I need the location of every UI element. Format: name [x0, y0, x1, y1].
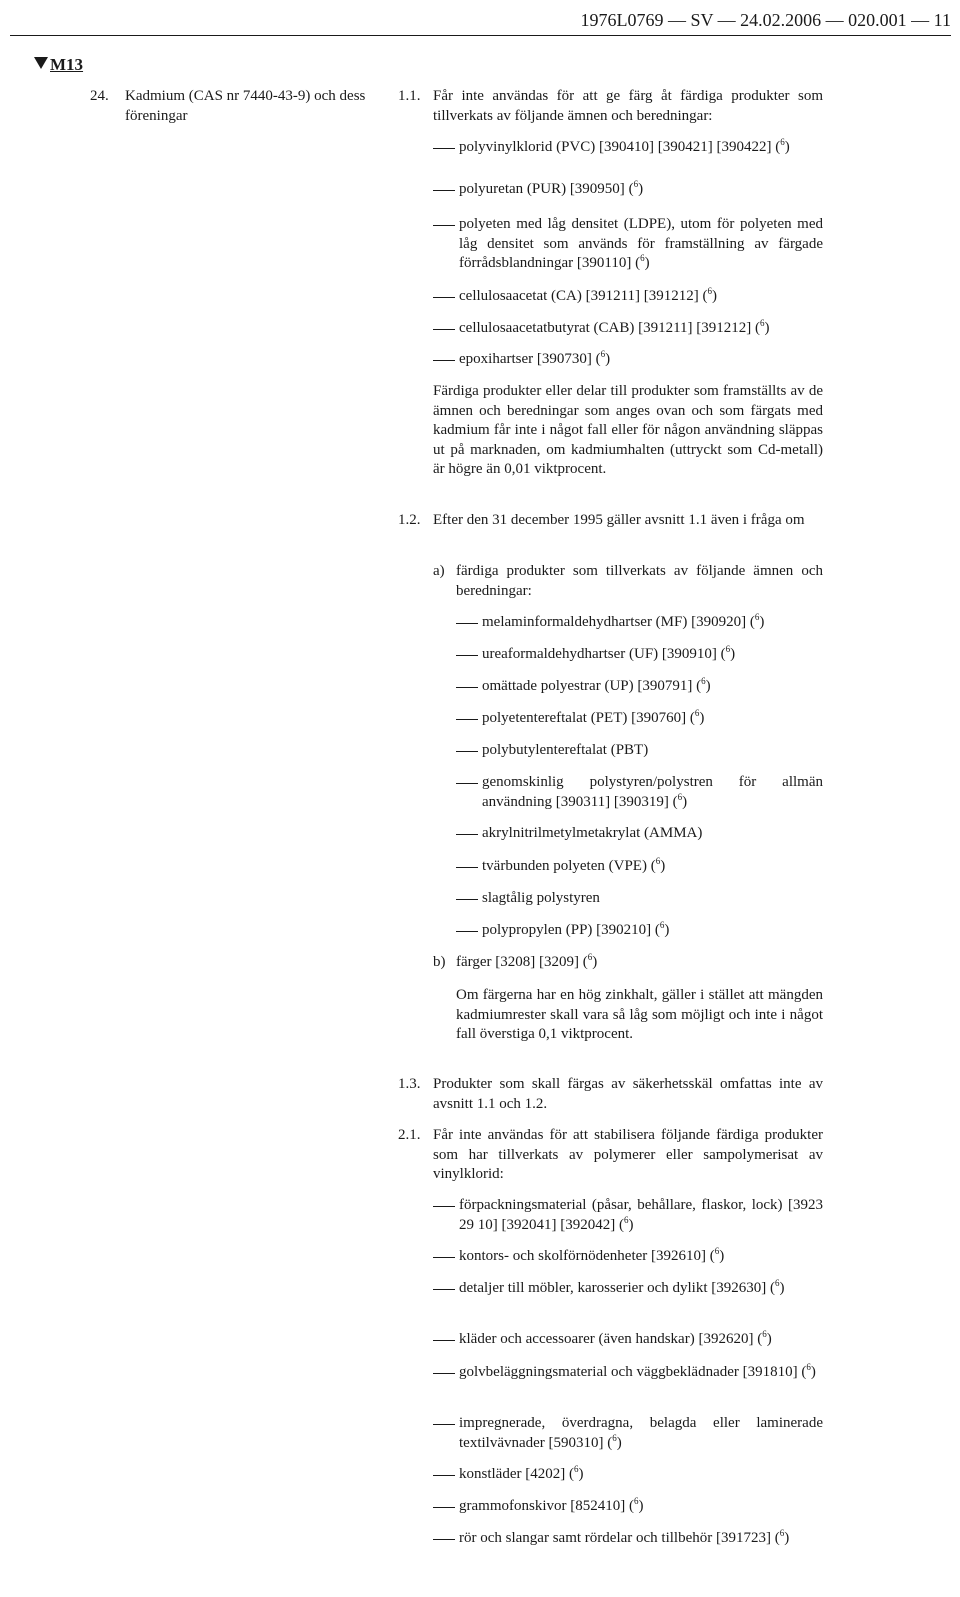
list-item: ureaformaldehydhartser (UF) [390910] ($^6$) — [482, 644, 736, 662]
footnote-ref: ($^6$) — [751, 318, 770, 336]
section-2-1-intro: Får inte användas för att stabilisera följande färdiga produkter som har tillverkats av polymerer eller sampolymerisat av vinylklorid: — [433, 1127, 823, 1182]
list-item: genomskinlig polystyren/polystren för allmän användning [390311] [390319] ($^6$) — [482, 774, 823, 810]
section-1-1-paragraph: Färdiga produkter eller delar till produkter som framställts av de ämnen och beredningar som anges ovan och som färgats med kadmium får inte i något fall eller för någon användning släppas ut på marknaden, om kadmiumhalten (uttryckt som Cd-metall) är högre än 0,01 viktprocent. — [433, 383, 823, 477]
section-number-1-2: 1.2. — [398, 512, 421, 528]
dash — [433, 1257, 455, 1258]
footnote-ref: ($^6$) — [624, 179, 644, 197]
section-number-1-3: 1.3. — [398, 1076, 421, 1092]
entry-number: 24. — [90, 88, 109, 104]
footnote-ref: ($^6$) — [579, 952, 598, 970]
amendment-code: M13 — [50, 55, 84, 74]
footnote-ref: ($^6$) — [797, 1362, 816, 1380]
triangle-down-icon — [34, 57, 48, 69]
dash — [433, 1539, 455, 1540]
list-item: polyeten med låg densitet (LDPE), utom för polyeten med låg densitet som används för framställning av färgade förrådsblandningar [390110] ($^6$) — [459, 216, 823, 271]
dash — [433, 1507, 455, 1508]
dash — [456, 751, 478, 752]
footnote-ref: ($^6$) — [625, 1496, 644, 1514]
dash — [433, 1289, 455, 1290]
dash — [456, 931, 478, 932]
list-item: detaljer till möbler, karosserier och dylikt [392630] ($^6$) — [459, 1278, 785, 1296]
list-item: polyvinylklorid (PVC) [390410] [390421] [390422] ($^6$) — [459, 137, 790, 155]
footnote-ref: ($^6$) — [771, 137, 790, 155]
list-item: golvbeläggningsmaterial och väggbeklädnader [391810] ($^6$) — [459, 1362, 816, 1380]
dash — [433, 148, 455, 149]
dash — [456, 655, 478, 656]
footnote-ref: ($^6$) — [651, 920, 670, 938]
item-b-paragraph: Om färgerna har en hög zinkhalt, gäller i stället att mängden kadmiumrester skall vara så låg som möjligt och inte i något fall överstiga 0,1 viktprocent. — [456, 987, 823, 1042]
list-item: akrylnitrilmetylmetakrylat (AMMA) — [482, 825, 703, 841]
dash — [433, 190, 455, 191]
item-b-text: färger [3208] [3209] ($^6$) — [456, 952, 598, 970]
list-item: förpackningsmaterial (påsar, behållare, flaskor, lock) [3923 29 10] [392041] [392042] ($^6$) — [459, 1197, 823, 1233]
list-item: polyuretan (PUR) [390950] ($^6$) — [459, 179, 644, 197]
dash — [433, 329, 455, 330]
footnote-ref: ($^6$) — [716, 644, 736, 662]
section-1-2-intro: Efter den 31 december 1995 gäller avsnitt 1.1 även i fråga om — [433, 512, 805, 528]
footnote-ref: ($^6$) — [591, 349, 611, 367]
dash — [433, 1340, 455, 1341]
footnote-ref: ($^6$) — [631, 253, 650, 271]
footnote-ref: ($^6$) — [766, 1278, 785, 1296]
list-item: slagtålig polystyren — [482, 890, 600, 906]
footnote-ref: ($^6$) — [692, 676, 711, 694]
dash — [433, 1424, 455, 1425]
list-item: cellulosaacetatbutyrat (CAB) [391211] [391212] ($^6$) — [459, 318, 770, 336]
list-item: grammofonskivor [852410] ($^6$) — [459, 1496, 644, 1514]
section-number-2-1: 2.1. — [398, 1127, 421, 1143]
list-item: cellulosaacetat (CA) [391211] [391212] ($^6$) — [459, 286, 718, 304]
section-number-1-1: 1.1. — [398, 88, 421, 104]
dash — [433, 1206, 455, 1207]
section-1-3-text: Produkter som skall färgas av säkerhetsskäl omfattas inte av avsnitt 1.1 och 1.2. — [433, 1076, 823, 1112]
dash — [456, 719, 478, 720]
footnote-ref: ($^6$) — [770, 1528, 790, 1546]
dash — [456, 687, 478, 688]
list-item: rör och slangar samt rördelar och tillbehör [391723] ($^6$) — [459, 1528, 790, 1546]
list-item: omättade polyestrar (UP) [390791] ($^6$) — [482, 676, 711, 694]
footnote-ref: ($^6$) — [698, 286, 718, 304]
list-item: kontors- och skolförnödenheter [392610] ($^6$) — [459, 1246, 725, 1264]
list-item: polyetentereftalat (PET) [390760] ($^6$) — [482, 708, 705, 726]
footnote-ref: ($^6$) — [565, 1464, 584, 1482]
footnote-ref: ($^6$) — [686, 708, 705, 726]
dash — [456, 867, 478, 868]
footnote-ref: ($^6$) — [753, 1329, 772, 1347]
list-item: polybutylentereftalat (PBT) — [482, 742, 649, 758]
list-item: kläder och accessoarer (även handskar) [392620] ($^6$) — [459, 1329, 772, 1347]
dash — [433, 1373, 455, 1374]
list-item: polypropylen (PP) [390210] ($^6$) — [482, 920, 670, 938]
footnote-ref: ($^6$) — [746, 612, 765, 630]
item-label-a: a) — [433, 563, 445, 579]
list-item: konstläder [4202] ($^6$) — [459, 1464, 584, 1482]
list-item: epoxihartser [390730] ($^6$) — [459, 349, 611, 367]
dash — [456, 783, 478, 784]
dash — [433, 225, 455, 226]
dash — [456, 623, 478, 624]
dash — [433, 1475, 455, 1476]
dash — [456, 834, 478, 835]
header-rule — [10, 35, 951, 36]
footnote-ref: ($^6$) — [603, 1432, 622, 1451]
footnote-ref: ($^6$) — [668, 791, 688, 810]
footnote-ref: ($^6$) — [646, 856, 666, 874]
list-item: melaminformaldehydhartser (MF) [390920] ($^6$) — [482, 612, 765, 630]
item-label-b: b) — [433, 954, 446, 970]
footnote-ref: ($^6$) — [706, 1246, 725, 1264]
section-1-1-intro: Får inte användas för att ge färg åt färdiga produkter som tillverkats av följande ämnen och beredningar: — [433, 88, 823, 124]
entry-name: Kadmium (CAS nr 7440-43-9) och dess föreningar — [125, 88, 366, 124]
list-item: tvärbunden polyeten (VPE) ($^6$) — [482, 856, 666, 874]
item-a-text: färdiga produkter som tillverkats av följande ämnen och beredningar: — [456, 563, 823, 599]
dash — [433, 360, 455, 361]
list-item: impregnerade, överdragna, belagda eller laminerade textilvävnader [590310] ($^6$) — [459, 1415, 823, 1451]
amendment-marker — [34, 54, 83, 76]
page-header: 1976L0769 — SV — 24.02.2006 — 020.001 — 11 — [580, 10, 951, 30]
dash — [433, 297, 455, 298]
footnote-ref: ($^6$) — [615, 1214, 634, 1233]
dash — [456, 899, 478, 900]
